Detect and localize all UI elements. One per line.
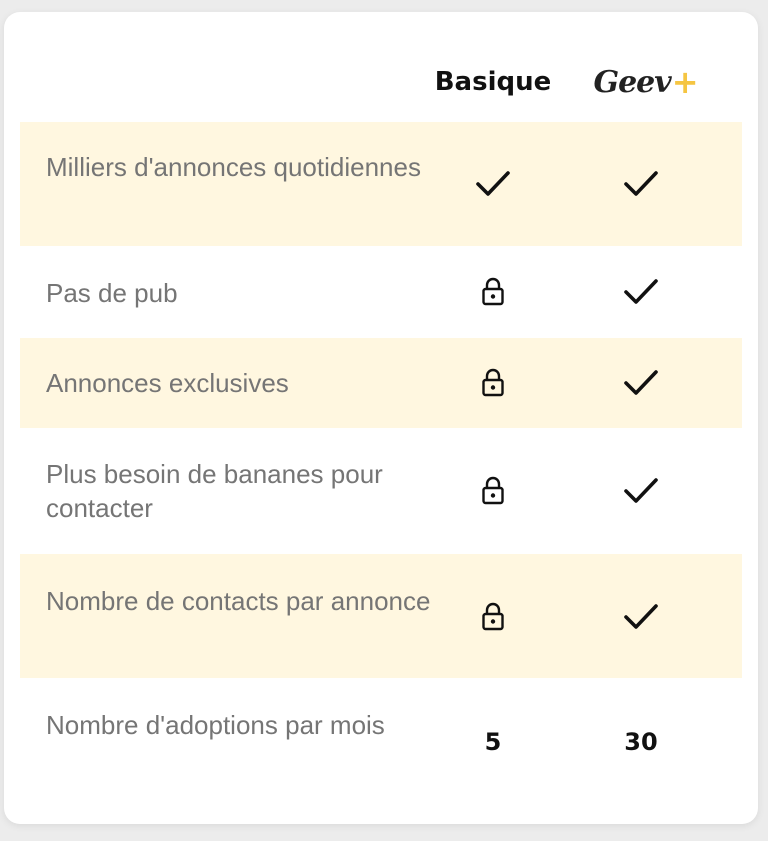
adoptions-value-basique: 5 xyxy=(484,728,502,756)
table-row xyxy=(20,678,742,802)
geev-plus-logo xyxy=(578,62,714,102)
row-label: Nombre de contacts par annonce xyxy=(46,586,431,616)
lock-icon xyxy=(433,597,553,637)
lock-icon xyxy=(433,471,553,511)
geev-plus-sign: + xyxy=(671,63,699,101)
adoptions-value-geev: 30 xyxy=(624,728,658,756)
check-icon xyxy=(433,164,553,204)
check-icon xyxy=(581,164,701,204)
row-label: Nombre d'adoptions par mois xyxy=(46,710,385,740)
comparison-card xyxy=(4,12,758,824)
check-icon xyxy=(581,597,701,637)
lock-icon xyxy=(433,272,553,312)
check-icon xyxy=(581,363,701,403)
check-icon xyxy=(581,272,701,312)
table-row xyxy=(20,428,742,554)
row-label: Pas de pub xyxy=(46,278,178,308)
comparison-header xyxy=(4,12,758,122)
table-row xyxy=(20,122,742,246)
column-header-basique: Basique xyxy=(434,67,552,97)
row-label: Plus besoin de bananes pour contacter xyxy=(46,459,383,523)
table-row xyxy=(20,246,742,338)
lock-icon xyxy=(433,363,553,403)
row-label: Milliers d'annonces quotidiennes xyxy=(46,152,421,182)
check-icon xyxy=(581,471,701,511)
comparison-rows xyxy=(20,122,742,802)
row-label: Annonces exclusives xyxy=(46,368,289,398)
table-row xyxy=(20,554,742,678)
table-row xyxy=(20,338,742,428)
geev-logo-text: Geev xyxy=(593,64,671,100)
